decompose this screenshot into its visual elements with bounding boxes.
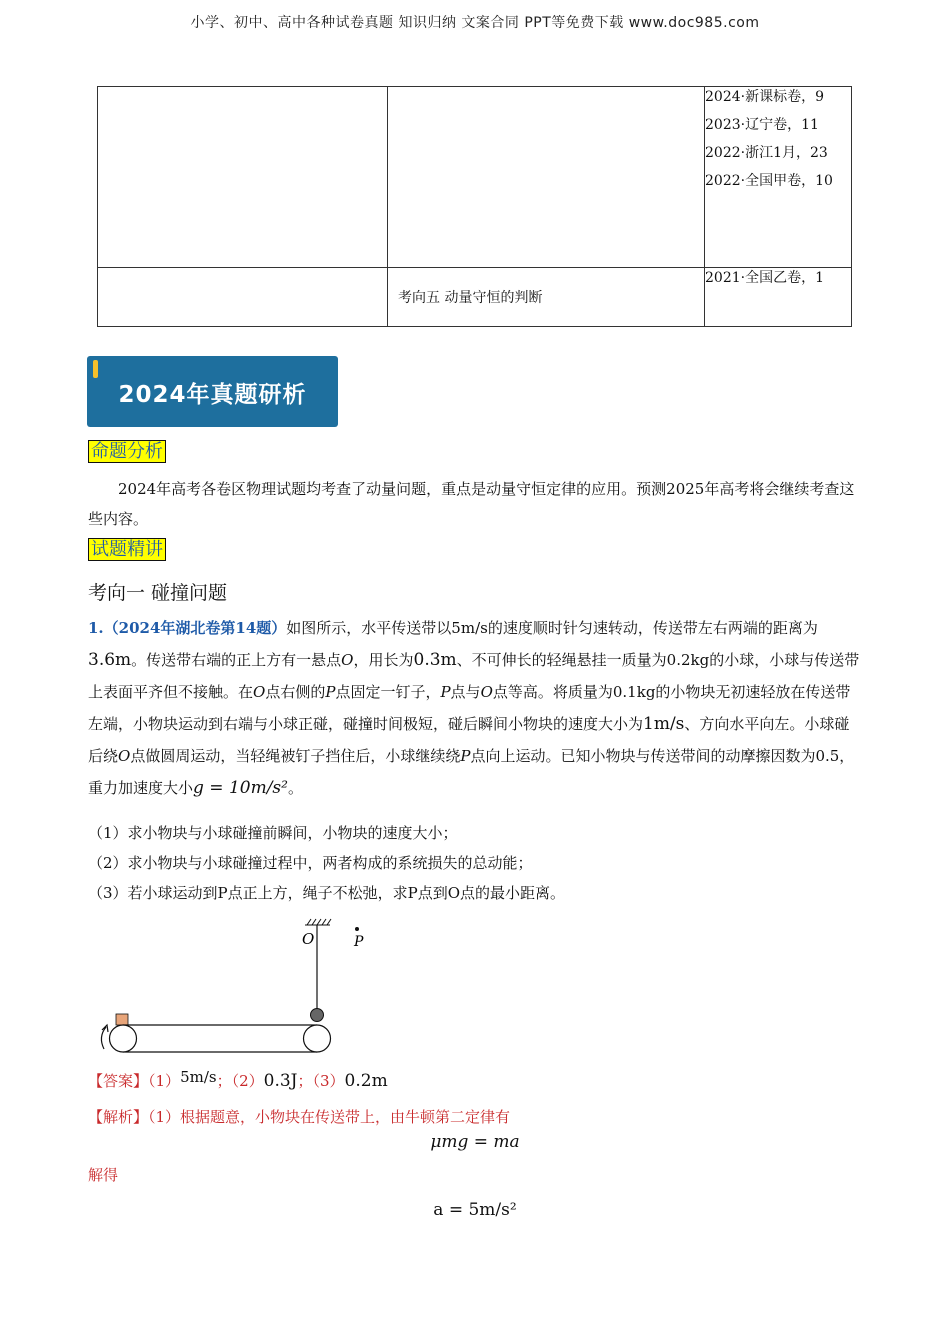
table-cell-empty-1 xyxy=(98,87,388,268)
ball xyxy=(311,1009,324,1022)
source-entry: 2023·辽宁卷，11 xyxy=(705,117,819,133)
page-header: 小学、初中、高中各种试卷真题 知识归纳 文案合同 PPT等免费下载 www.doc985.com xyxy=(190,15,760,31)
direction-five-cell: 考向五 动量守恒的判断 xyxy=(388,268,705,327)
label-p: P xyxy=(354,934,364,950)
label-o: O xyxy=(302,930,315,948)
section-analysis-heading: 命题分析 xyxy=(88,440,166,464)
banner-title: 2024年真题研析 xyxy=(118,382,307,408)
left-pulley xyxy=(110,1025,137,1052)
solution-intro: 【解析】（1）根据题意，小物块在传送带上，由牛顿第二定律有 xyxy=(88,1108,511,1126)
table-cell-sources-2 xyxy=(705,268,852,327)
answer-label: 【答案】 xyxy=(88,1072,149,1090)
question-3: （3）若小球运动到P点正上方，绳子不松弛，求P点到O点的最小距离。 xyxy=(88,884,566,902)
question-2: （2）求小物块与小球碰撞过程中，两者构成的系统损失的总动能； xyxy=(88,854,533,872)
analysis-paragraph: 2024年高考各卷区物理试题均考查了动量问题，重点是动量守恒定律的应用。预测2025年高考将会继续考查这些内容。 xyxy=(88,480,855,528)
table-cell-empty-2 xyxy=(388,87,705,268)
answer-line: 【答案】（1）5m/s；（2）0.3J；（3）0.2m xyxy=(88,1068,388,1091)
source-entry: 2024·新课标卷，9 xyxy=(705,89,824,105)
source-entry: 2022·浙江1月，23 xyxy=(705,145,828,161)
ceiling-hatch xyxy=(305,919,331,925)
section-banner xyxy=(87,356,338,427)
source-entry: 2022·全国甲卷，10 xyxy=(705,173,833,189)
problem-text: 1.（2024年湖北卷第14题）如图所示，水平传送带以5m/s的速度顺时针匀速转动，传送带左右两端的距离为3.6m。传送带右端的正上方有一悬点O，用长为0.3m、不可伸长的轻绳悬挂一质量为0.2kg的小球，小球与传送带上表面平齐但不接触。在O点右侧的P点固定一钉子，P点与O点等高。将质量为0.1kg的小物块无初速轻放在传送带左端，小物块运动到右端与小球正碰，碰撞时间极短，碰后瞬间小物块的速度大小为1m/s、方向水平向左。小球碰后绕O点做圆周运动，当轻绳被钉子挡住后，小球继续绕P点向上运动。已知小物块与传送带间的动摩擦因数为0.5，重力加速度大小g = 10m/s²。 xyxy=(88,619,860,798)
question-1: （1）求小物块与小球碰撞前瞬间，小物块的速度大小； xyxy=(88,824,458,842)
section-lecture-heading: 试题精讲 xyxy=(88,538,166,562)
conveyor-diagram xyxy=(92,915,364,1060)
solution-label: 【解析】 xyxy=(88,1108,149,1126)
question-list xyxy=(88,818,864,908)
table-cell-empty-3 xyxy=(98,268,388,327)
exam-direction-table xyxy=(97,86,852,327)
equation-1: μmg = ma xyxy=(430,1132,520,1152)
block xyxy=(116,1014,128,1025)
equation-2: a = 5m/s² xyxy=(433,1200,517,1220)
right-pulley xyxy=(304,1025,331,1052)
jiede-label: 解得 xyxy=(88,1166,119,1184)
problem-number: 1. xyxy=(88,619,104,637)
source-entry: 2021·全国乙卷，1 xyxy=(705,270,824,286)
nail-p xyxy=(355,927,359,931)
direction-one-heading: 考向一 碰撞问题 xyxy=(88,582,228,604)
problem-source: （2024年湖北卷第14题） xyxy=(103,619,287,637)
table-cell-sources xyxy=(705,87,852,268)
rotation-arrow xyxy=(101,1027,106,1049)
